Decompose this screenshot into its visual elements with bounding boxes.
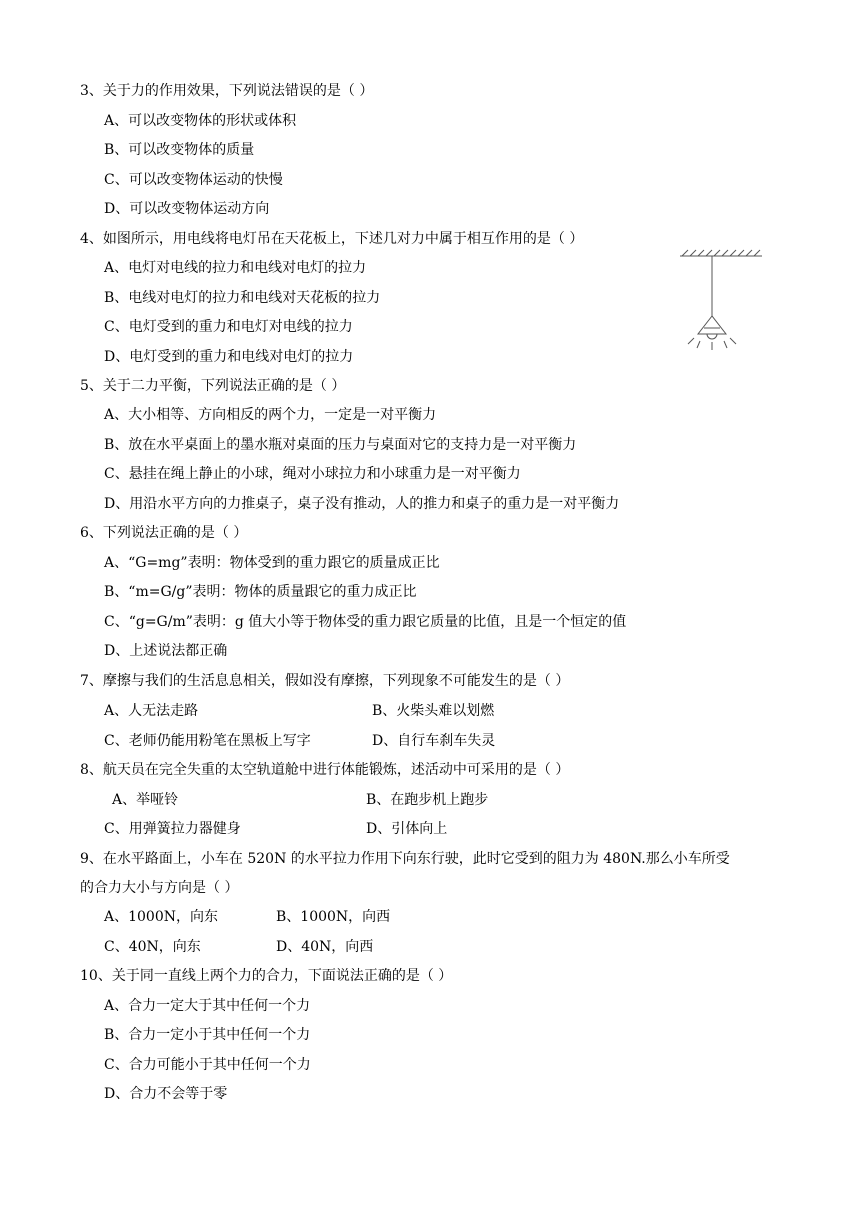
question-8-option-a: A、举哑铃 xyxy=(112,792,179,808)
question-7-stem: 7、摩擦与我们的生活息息相关，假如没有摩擦，下列现象不可能发生的是（ ） xyxy=(80,673,570,689)
question-9-option-a: A、1000N，向东 xyxy=(104,909,218,925)
question-7-option-d: D、自行车刹车失灵 xyxy=(372,733,496,749)
ceiling-icon xyxy=(680,250,762,256)
question-3-option-d: D、可以改变物体运动方向 xyxy=(104,201,270,217)
question-9-stem: 9、在水平路面上，小车在 520N 的水平拉力作用下向东行驶，此时它受到的阻力为 480N.那么小车所受 xyxy=(80,851,730,867)
question-4-option-a: A、电灯对电线的拉力和电线对电灯的拉力 xyxy=(104,260,367,276)
question-8-option-d: D、引体向上 xyxy=(366,821,448,837)
question-10-option-b: B、合力一定小于其中任何一个力 xyxy=(104,1027,311,1043)
question-6-option-a: A、“G=mg”表明：物体受到的重力跟它的质量成正比 xyxy=(104,555,440,571)
question-9-option-d: D、40N，向西 xyxy=(276,939,374,955)
question-3-stem: 3、关于力的作用效果，下列说法错误的是（ ） xyxy=(80,83,374,99)
question-6-stem: 6、下列说法正确的是（ ） xyxy=(80,525,248,541)
question-3-option-a: A、可以改变物体的形状或体积 xyxy=(104,113,297,129)
question-6-option-c: C、“g=G/m”表明：g 值大小等于物体受的重力跟它质量的比值，且是一个恒定的值 xyxy=(104,614,627,630)
question-9-stem-continued: 的合力大小与方向是（ ） xyxy=(80,880,239,896)
question-9-option-c: C、40N，向东 xyxy=(104,939,201,955)
question-6-option-b: B、“m=G/g”表明：物体的质量跟它的重力成正比 xyxy=(104,584,417,600)
lamp-icon xyxy=(688,316,736,350)
question-6-option-d: D、上述说法都正确 xyxy=(104,643,228,659)
question-9-option-b: B、1000N，向西 xyxy=(276,909,391,925)
question-5-option-a: A、大小相等、方向相反的两个力，一定是一对平衡力 xyxy=(104,407,437,423)
question-10-option-a: A、合力一定大于其中任何一个力 xyxy=(104,998,311,1014)
question-10-stem: 10、关于同一直线上两个力的合力，下面说法正确的是（ ） xyxy=(80,968,453,984)
question-8-option-b: B、在跑步机上跑步 xyxy=(366,792,489,808)
question-10-option-c: C、合力可能小于其中任何一个力 xyxy=(104,1057,311,1073)
question-5-option-b: B、放在水平桌面上的墨水瓶对桌面的压力与桌面对它的支持力是一对平衡力 xyxy=(104,437,577,453)
question-8-option-c: C、用弹簧拉力器健身 xyxy=(104,821,241,837)
question-3-option-b: B、可以改变物体的质量 xyxy=(104,142,255,158)
question-10-option-d: D、合力不会等于零 xyxy=(104,1086,228,1102)
question-5-option-c: C、悬挂在绳上静止的小球，绳对小球拉力和小球重力是一对平衡力 xyxy=(104,466,521,482)
question-7-option-a: A、人无法走路 xyxy=(104,703,199,719)
question-8-stem: 8、航天员在完全失重的太空轨道舱中进行体能锻炼，述活动中可采用的是（ ） xyxy=(80,762,570,778)
question-4-stem: 4、如图所示，用电线将电灯吊在天花板上，下述几对力中属于相互作用的是（ ） xyxy=(80,231,584,247)
question-4-option-c: C、电灯受到的重力和电灯对电线的拉力 xyxy=(104,319,353,335)
question-4-option-b: B、电线对电灯的拉力和电线对天花板的拉力 xyxy=(104,290,381,306)
question-3-option-c: C、可以改变物体运动的快慢 xyxy=(104,172,283,188)
question-7-option-c: C、老师仍能用粉笔在黑板上写字 xyxy=(104,733,311,749)
hanging-lamp-figure xyxy=(676,238,766,358)
question-5-stem: 5、关于二力平衡，下列说法正确的是（ ） xyxy=(80,378,346,394)
question-4-option-d: D、电灯受到的重力和电线对电灯的拉力 xyxy=(104,349,354,365)
question-5-option-d: D、用沿水平方向的力推桌子，桌子没有推动，人的推力和桌子的重力是一对平衡力 xyxy=(104,496,620,512)
question-7-option-b: B、火柴头难以划燃 xyxy=(372,703,495,719)
